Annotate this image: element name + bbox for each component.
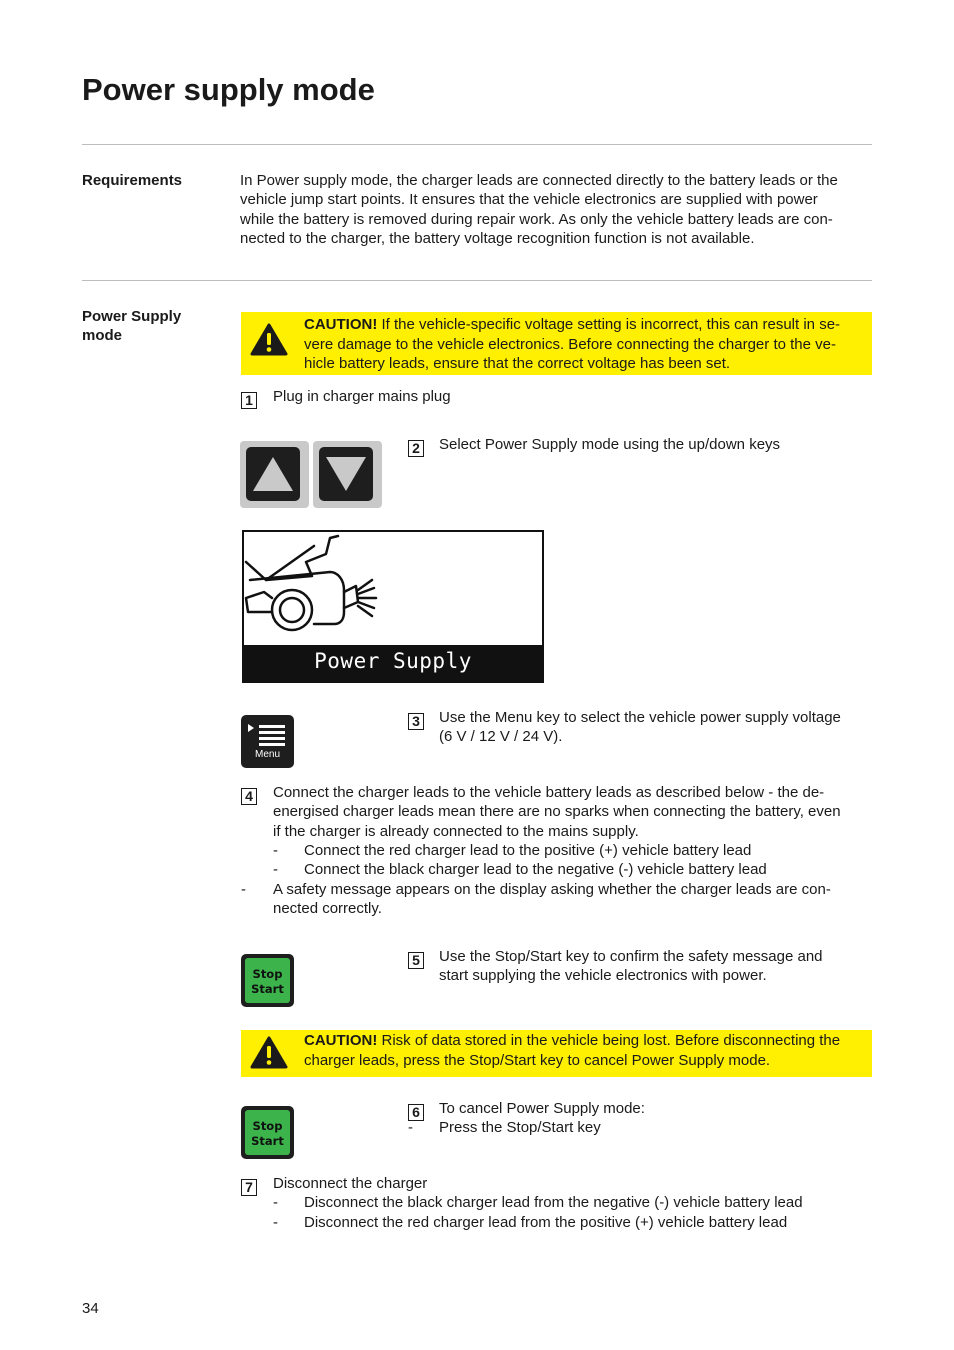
note-line: nected correctly. [273,900,382,918]
list-item: Disconnect the black charger lead from the negative (-) vehicle battery lead [304,1194,803,1211]
page-number: 34 [82,1300,99,1317]
requirements-line: nected to the charger, the battery voltage recognition function is not available. [240,229,755,247]
divider [82,280,872,281]
caution-line: charger leads, press the Stop/Start key to cancel Power Supply mode. [304,1051,771,1069]
step-text [439,947,879,986]
menu-icon [247,722,287,748]
step-text: Select Power Supply mode using the up/down keys [439,436,781,453]
start-label: Start [251,982,284,996]
page-title: Power supply mode [82,72,375,107]
stop-label: Stop [252,967,283,981]
list-item: Connect the black charger lead to the negative (-) vehicle battery lead [304,861,767,878]
requirements-line: while the battery is removed during repair work. As only the vehicle battery leads are con- [240,210,833,228]
step-line: Use the Menu key to select the vehicle power supply voltage [439,709,841,726]
caution-line: If the vehicle-specific voltage setting is incorrect, this can result in se- [377,316,841,333]
step-line: Connect the charger leads to the vehicle battery leads as described below - the de- [273,784,825,801]
step-number: 2 [408,440,424,457]
display-label: Power Supply [314,649,472,673]
list-item [273,880,883,919]
list-item: Connect the red charger lead to the positive (+) vehicle battery lead [304,842,752,859]
stop-label: Stop [252,1119,283,1133]
step-text: Disconnect the charger [273,1175,428,1192]
requirements-text [240,171,880,248]
key-face [245,1110,290,1155]
caution-line: Risk of data stored in the vehicle being lost. Before disconnecting the [377,1032,841,1049]
step-line: Use the Stop/Start key to confirm the safety message and [439,948,823,965]
step-text [439,708,879,747]
list-dash: - [273,861,278,878]
triangle-up-icon [246,447,300,501]
up-key[interactable] [240,441,309,508]
note-line: A safety message appears on the display asking whether the charger leads are con- [273,881,831,898]
step-number: 3 [408,713,424,730]
menu-key-label: Menu [254,749,280,760]
key-face [245,958,290,1003]
step-number: 5 [408,952,424,969]
step-number: 4 [241,788,257,805]
step-text [273,783,883,841]
list-dash: - [273,842,278,859]
down-key[interactable] [313,441,382,508]
display-label-bar [244,645,542,681]
triangle-down-icon [319,447,373,501]
step-text: Plug in charger mains plug [273,388,451,405]
caution-line: vere damage to the vehicle electronics. Before connecting the charger to the ve- [304,335,836,353]
step-line: (6 V / 12 V / 24 V). [439,728,563,746]
menu-key[interactable] [241,715,294,768]
list-item: Press the Stop/Start key [439,1119,601,1136]
step-line: if the charger is already connected to the mains supply. [273,822,639,840]
requirements-line: vehicle jump start points. It ensures that the vehicle electronics are supplied with power [240,191,818,209]
caution-label: CAUTION! [304,1032,378,1049]
caution-line: hicle battery leads, ensure that the correct voltage has been set. [304,355,731,372]
caution-label: CAUTION! [304,316,378,333]
list-dash: - [408,1119,413,1136]
list-dash: - [273,1194,278,1211]
heading-line: Power Supply [82,308,182,325]
caution-text [304,315,870,374]
list-dash: - [273,1214,278,1231]
heading-line: mode [82,327,123,344]
step-text: To cancel Power Supply mode: [439,1100,645,1117]
requirements-heading: Requirements [82,172,183,189]
step-number: 7 [241,1179,257,1196]
caution-box [241,312,872,375]
lcd-display [242,530,544,683]
step-number: 1 [241,392,257,409]
power-supply-heading [82,307,222,345]
list-dash: - [241,881,246,898]
divider [82,144,872,145]
step-number: 6 [408,1104,424,1121]
caution-box [241,1030,872,1077]
list-item: Disconnect the red charger lead from the positive (+) vehicle battery lead [304,1214,788,1231]
battery-vehicle-icon [244,532,542,645]
key-face [246,447,300,501]
stop-start-key[interactable] [241,1106,294,1159]
warning-icon [250,323,288,356]
stop-start-key[interactable] [241,954,294,1007]
requirements-line: In Power supply mode, the charger leads are connected directly to the battery leads or the [240,172,838,189]
start-label: Start [251,1134,284,1148]
step-line: energised charger leads mean there are no sparks when connecting the battery, even [273,803,841,821]
warning-icon [250,1036,288,1069]
step-line: start supplying the vehicle electronics with power. [439,967,767,985]
key-face [319,447,373,501]
caution-text [304,1031,870,1070]
